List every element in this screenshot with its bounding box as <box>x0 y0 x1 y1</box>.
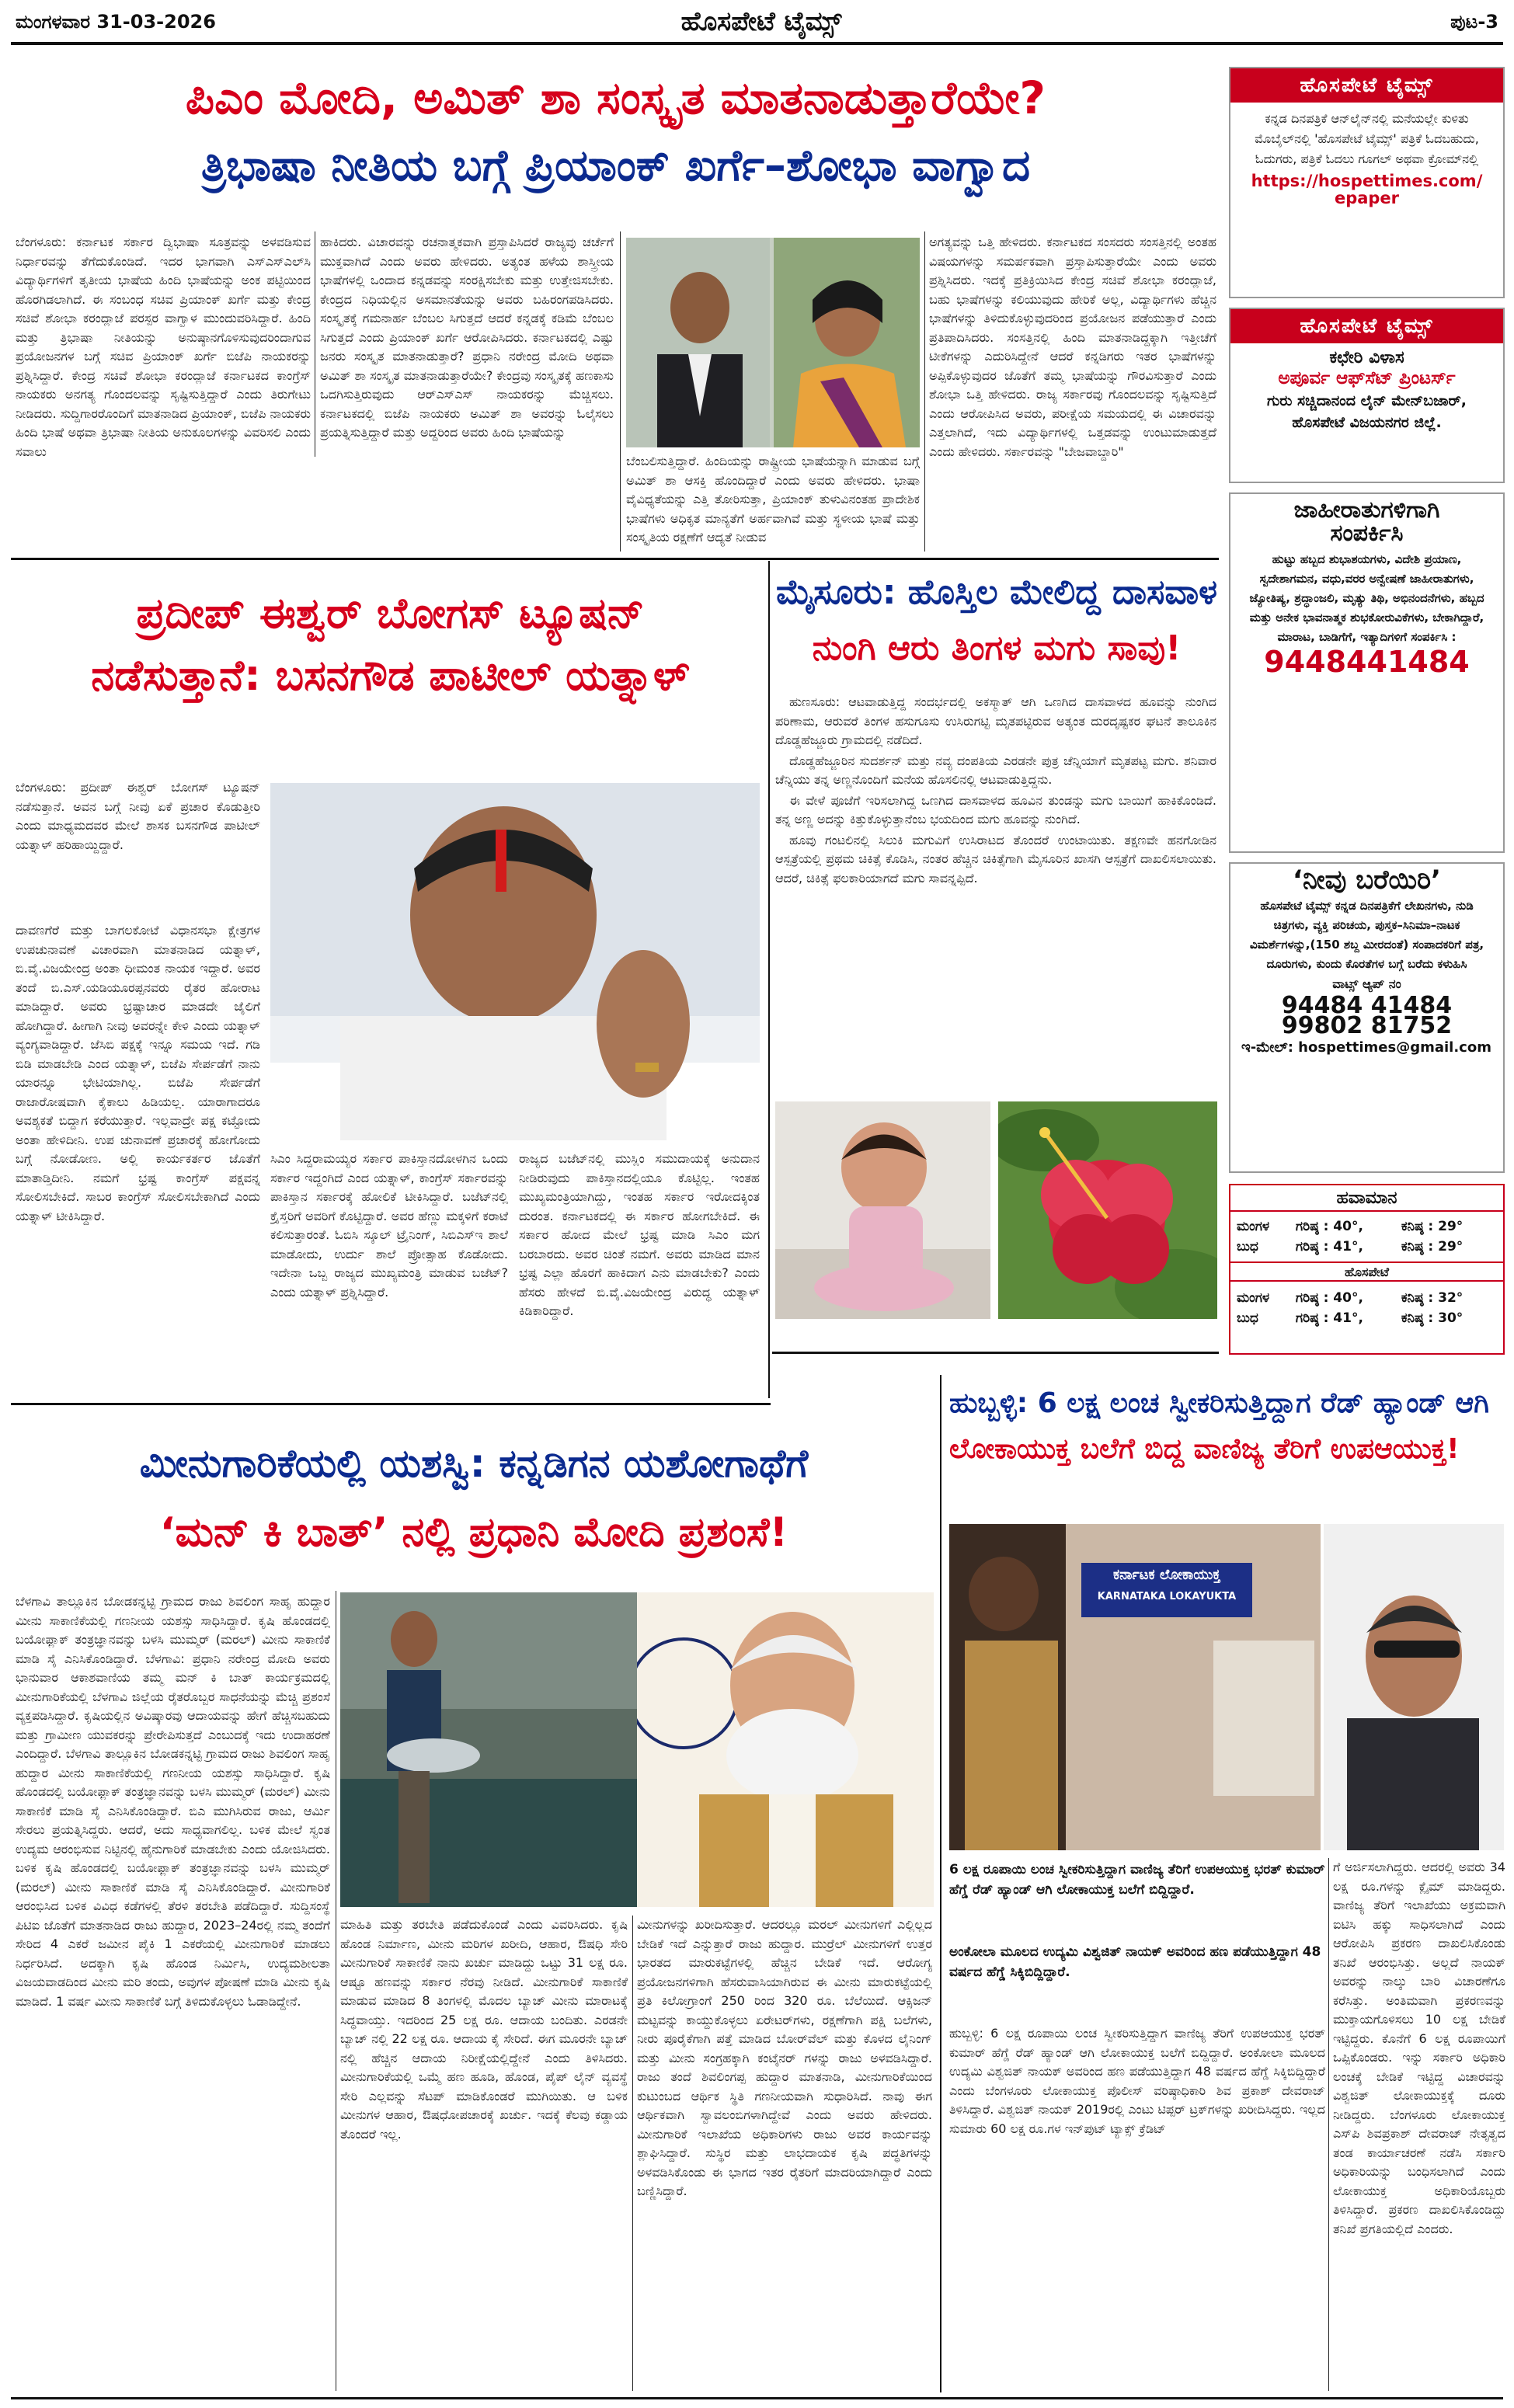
story2-side-rule <box>768 561 770 1398</box>
sidebar-ads-phone: 9448441484 <box>1264 645 1470 679</box>
story2-subheadline: ನಡೆಸುತ್ತಾನೆ: ಬಸನಗೌಡ ಪಾಟೀಲ್ ಯತ್ನಾಳ್ <box>91 651 690 700</box>
story4-col1: ಬೆಳಗಾವಿ ತಾಲ್ಲೂಕಿನ ಬೋಡಕನ್ನಟ್ಟಿ ಗ್ರಾಮದ ರಾಜು ಶಿವಲಿಂಗ ಸಾಹೃ ಹುದ್ದಾರ ಮೀನು ಸಾಕಾಣಿಕೆಯಲ್ಲಿ ಗಣನೀಯ ಯಶಸ್ಸು ಸಾಧಿಸಿದ್ದಾರೆ. ಕೃಷಿ ಹೊಂಡದಲ್ಲಿ ಬಯೋಫ್ಲಾಕ್ ತಂತ್ರಜ್ಞಾನವನ್ನು ಬಳಸಿ ಮುಮ್ಮರ್ (ಮರಲ್) ಮೀನು ಸಾಕಾಣಿಕೆ ಮಾಡಿ ಸೈ ಎನಿಸಿಕೊಂಡಿದ್ದಾರೆ. ಬೆಳಗಾವಿ: ಪ್ರಧಾನಿ ನರೇಂದ್ರ ಮೋದಿ ಅವರು ಭಾನುವಾರ ಆಕಾಶವಾಣಿಯ ತಮ್ಮ ಮನ್ ಕಿ ಬಾತ್ ಕಾರ್ಯಕ್ರಮದಲ್ಲಿ ಮೀನುಗಾರಿಕೆಯಲ್ಲಿ ಬೆಳಗಾವಿ ಜಿಲ್ಲೆಯ ರೈತರೊಬ್ಬರ ಸಾಧನೆಯನ್ನು ಮೆಚ್ಚಿ ಪ್ರಶಂಸೆ ವ್ಯಕ್ತಪಡಿಸಿದ್ದಾರೆ. ಕೃಷಿಯಲ್ಲಿನ ಅವಿಷ್ಕಾರವು ಆದಾಯವನ್ನು ಹೇಗೆ ಹೆಚ್ಚಿಸಬಹುದು ಮತ್ತು ಗ್ರಾಮೀಣ ಯುವಕರನ್ನು ಪ್ರೇರೇಪಿಸುತ್ತದೆ ಎಂಬುದಕ್ಕೆ ಇದು ಉದಾಹರಣೆ ಎಂದಿದ್ದಾರೆ. ಬೆಳಗಾವಿ ತಾಲ್ಲೂಕಿನ ಬೋಡಕನ್ನಟ್ಟಿ ಗ್ರಾಮದ ರಾಜು ಶಿವಲಿಂಗ ಸಾಹೃ ಹುದ್ದಾರ ಮೀನು ಸಾಕಾಣಿಕೆಯಲ್ಲಿ ಗಣನೀಯ ಯಶಸ್ಸು ಸಾಧಿಸಿದ್ದಾರೆ. ಕೃಷಿ ಹೊಂಡದಲ್ಲಿ ಬಯೋಫ್ಲಾಕ್ ತಂತ್ರಜ್ಞಾನವನ್ನು ಬಳಸಿ ಮುಮ್ಮರ್ (ಮರಲ್) ಮೀನು ಸಾಕಾಣಿಕೆ ಮಾಡಿ ಸೈ ಎನಿಸಿಕೊಂಡಿದ್ದಾರೆ. ಬಿಎ ಮುಗಿಸಿರುವ ರಾಜು, ಆರ್ಮಿ ಸೇರಲು ಪ್ರಯತ್ನಿಸಿದ್ದರು. ಆದರೆ, ಅದು ಸಾಧ್ಯವಾಗಲಿಲ್ಲ. ಬಳಿಕ ಮೇಲೆ ಸ್ವಂತ ಉದ್ಯಮ ಆರಂಭಿಸುವ ನಿಟ್ಟಿನಲ್ಲಿ ಹೈನುಗಾರಿಕೆ ಮಾಡಬೇಕು ಎಂದು ಯೋಜಿಸಿದರು. ಬಳಿಕ ಕೃಷಿ ಹೊಂಡದಲ್ಲಿ ಬಯೋಫ್ಲಾಕ್ ತಂತ್ರಜ್ಞಾನವನ್ನು ಬಳಸಿ ಮುಮ್ಮರ್ (ಮರಲ್) ಮೀನು ಸಾಕಾಣಿಕೆ ಮಾಡಿ ಸೈ ಎನಿಸಿಕೊಂಡಿದ್ದಾರೆ. ಮೀನುಗಾರಿಕೆ ಆರಂಭಿಸಿದ ಬಳಿಕ ವಿವಿಧ ಕಡೆಗಳಲ್ಲಿ ತೆರಳಿ ತರಬೇತಿ ಪಡೆದಿದ್ದಾರೆ. ಸುದ್ದಿಸಂಸ್ಥೆ ಪಿಟಿಐ ಜೊತೆಗೆ ಮಾತನಾಡಿದ ರಾಜು ಹುದ್ದಾರ, 2023–24ರಲ್ಲಿ ನಮ್ಮ ತಂದೆಗೆ ಸೇರಿದ 4 ಎಕರೆ ಜಮೀನ ಪೈಕಿ 1 ಎಕರೆಯಲ್ಲಿ ಮೀನುಗಾರಿಕೆ ಮಾಡಲು ನಿರ್ಧರಿಸಿದೆ. ಅದಕ್ಕಾಗಿ ಕೃಷಿ ಹೊಂಡ ನಿರ್ಮಿಸಿ, ಉದ್ಯಮಶೀಲತಾ ವಿಜಯವಾಡದಿಂದ ಮೀನು ಮರಿ ತಂದು, ಅವುಗಳ ಪೋಷಣೆ ಮಾಡಿ ಮೀನು ಕೃಷಿ ಮಾಡಿದೆ. 1 ವರ್ಷ ಮೀನು ಸಾಕಾಣಿಕೆ ಬಗ್ಗೆ ತಿಳಿದುಕೊಳ್ಳಲು ಓಡಾಡಿದ್ದೇನೆ. <box>16 1594 330 2009</box>
story5-subheadline: ಲೋಕಾಯುಕ್ತ ಬಲೆಗೆ ಬಿದ್ದ ವಾಣಿಜ್ಯ ತೆರಿಗೆ ಉಪಆಯುಕ್ತ! <box>949 1433 1460 1465</box>
sidebar-office-box <box>1229 308 1505 483</box>
page-bottom-rule <box>11 2397 1503 2399</box>
story4-side-rule <box>940 1375 941 2392</box>
story1-col4: ಅಗತ್ಯವನ್ನು ಒತ್ತಿ ಹೇಳಿದರು. ಕರ್ನಾಟಕದ ಸಂಸದರು ಸಂಸತ್ತಿನಲ್ಲಿ ಅಂತಹ ವಿಷಯಗಳನ್ನು ಸಮರ್ಪಕವಾಗಿ ಪ್ರಸ್ತಾಪಿಸುತ್ತಾರೆಯೇ ಎಂದು ಅವರು ಪ್ರಶ್ನಿಸಿದರು. ಇದಕ್ಕೆ ಪ್ರತಿಕ್ರಿಯಿಸಿದ ಕೇಂದ್ರ ಸಚಿವೆ ಶೋಭಾ ಕರಂದ್ಲಾಜೆ, ಬಹು ಭಾಷೆಗಳನ್ನು ಕಲಿಯುವುದು ಹೇರಿಕೆ ಅಲ್ಲ, ವಿದ್ಯಾರ್ಥಿಗಳು ಹೆಚ್ಚಿನ ಭಾಷೆಗಳನ್ನು ತಿಳಿದುಕೊಳ್ಳುವುದರಿಂದ ಪ್ರಯೋಜನ ಪಡೆಯುತ್ತಾರೆ ಎಂದು ಪ್ರತಿಪಾದಿಸಿದರು. ಸಂಸತ್ತಿನಲ್ಲಿ ಹಿಂದಿ ಮಾತನಾಡಿದ್ದಕ್ಕಾಗಿ ಇತ್ತೀಚೆಗೆ ಟೀಕೆಗಳನ್ನು ಎದುರಿಸಿದ್ದೇನೆ ಆದರೆ ಕನ್ನಡಿಗರು ಇತರ ಭಾಷೆಗಳನ್ನು ಅಪ್ಪಿಕೊಳ್ಳುವುದರ ಜೊತೆಗೆ ತಮ್ಮ ಭಾಷೆಯನ್ನು ಗೌರವಿಸುತ್ತಾರೆ ಎಂದು ಶೋಭಾ ಒತ್ತಿ ಹೇಳಿದರು. ರಾಜ್ಯ ಸರ್ಕಾರವು ಗೊಂದಲವನ್ನು ಸೃಷ್ಟಿಸುತ್ತಿದೆ ಎಂದು ಆರೋಪಿಸಿದ ಅವರು, ಪರೀಕ್ಷೆಯ ಸಮಯದಲ್ಲಿ ಈ ವಿಚಾರವನ್ನು ಎತ್ತಲಾಗಿದೆ, ಇದು ವಿದ್ಯಾರ್ಥಿಗಳಲ್ಲಿ ಒತ್ತಡವನ್ನು ಉಂಟುಮಾಡುತ್ತದೆ ಎಂದು ಹೇಳಿದರು. ಸರ್ಕಾರವನ್ನು "ಬೇಜವಾಬ್ದಾರಿ" <box>929 235 1216 459</box>
sidebar-weather-city: ಹೊಸಪೇಟೆ <box>1230 1261 1503 1282</box>
weather-row-2 <box>1230 1237 1503 1257</box>
story4-photo-farmer <box>340 1592 637 1907</box>
weather-row-4-day: ಬುಧ <box>1237 1310 1258 1326</box>
header-rule <box>11 42 1503 45</box>
story2-headline: ಪ್ರದೀಪ್ ಈಶ್ವರ್ ಬೋಗಸ್ ಟ್ಯೂಷನ್ <box>136 589 645 638</box>
story1-subheadline: ತ್ರಿಭಾಷಾ ನೀತಿಯ ಬಗ್ಗೆ ಪ್ರಿಯಾಂಕ್ ಖರ್ಗೆ–ಶೋಭಾ ವಾಗ್ವಾದ <box>200 141 1031 191</box>
sidebar-address: ಗುರು ಸಚ್ಚಿದಾನಂದ ಲೈನ್ ಮೇನ್‌ಬಜಾರ್, ಹೊಸಪೇಟೆ ವಿಜಯನಗರ ಜಿಲ್ಲೆ. <box>1266 392 1467 431</box>
sidebar-ads-contact: ಸಂಪರ್ಕಿಸಿ <box>1330 520 1404 547</box>
story4-headline: ಮೀನುಗಾರಿಕೆಯಲ್ಲಿ ಯಶಸ್ವಿ: ಕನ್ನಡಿಗನ ಯಶೋಗಾಥೆಗೆ <box>139 1441 809 1486</box>
sidebar-ads-list: ಹುಟ್ಟು ಹಬ್ಬದ ಶುಭಾಶಯಗಳು, ವಿದೇಶಿ ಪ್ರಯಾಣ, ಸ್ವದೇಶಾಗಮನ, ವಧು,ವರರ ಅನ್ವೇಷಣೆ ಜಾಹೀರಾತುಗಳು, ಜ್ಯೋತಿಷ್ಯ, ಶ್ರದ್ಧಾಂಜಲಿ, ಮೃತ್ಯು ತಿಥಿ, ಅಭಿನಂದನೆಗಳು, ಹಬ್ಬದ ಮತ್ತು ಅನೇಕ ಭಾವನಾತ್ಮಕ ಶುಭಕೋರುವಿಕೆಗಳು, ಬೇಕಾಗಿದ್ದಾರೆ, ಮಾರಾಟ, ಬಾಡಿಗೆಗೆ, ಇತ್ಯಾದಿಗಳಿಗೆ ಸಂಪರ್ಕಿಸಿ : <box>1249 552 1484 644</box>
story1-photo-image <box>626 238 920 447</box>
story3-para-2: ದೊಡ್ಡಹೆಜ್ಜೂರಿನ ಸುದರ್ಶನ್ ಮತ್ತು ನವ್ಯ ದಂಪತಿಯ ಎರಡನೇ ಪುತ್ರ ಚೆನ್ನಿಯಾಗೆ ಮೃತಪಟ್ಟ ಮಗು. ಶನಿವಾರ ಚೆನ್ನಿಯು ತನ್ನ ಅಣ್ಣನೊಂದಿಗೆ ಮನೆಯ ಹೊಸಲಿನಲ್ಲಿ ಆಟವಾಡುತ್ತಿದ್ದನು. <box>775 753 1216 787</box>
weather-row-2-min: ಕನಿಷ್ಠ : 29° <box>1401 1239 1464 1254</box>
story4-col3: ಮೀನುಗಳನ್ನು ಖರೀದಿಸುತ್ತಾರೆ. ಆದರಲ್ಲೂ ಮರಲ್ ಮೀನುಗಳಿಗೆ ಎಲ್ಲಿಲ್ಲದ ಬೇಡಿಕೆ ಇದೆ ಎನ್ನುತ್ತಾರೆ ರಾಜು ಹುದ್ದಾರ. ಮುರ್ರೆಲ್ ಮೀನುಗಳಿಗೆ ಉತ್ತರ ಭಾರತದ ಮಾರುಕಟ್ಟೆಗಳಲ್ಲಿ ಹೆಚ್ಚಿನ ಬೇಡಿಕೆ ಇದೆ. ಆರೋಗ್ಯ ಪ್ರಯೋಜನಗಳಿಗಾಗಿ ಹೆಸರುವಾಸಿಯಾಗಿರುವ ಈ ಮೀನು ಮಾರುಕಟ್ಟೆಯಲ್ಲಿ ಪ್ರತಿ ಕಿಲೋಗ್ರಾಂಗೆ 250 ರಿಂದ 320 ರೂ. ಬೆಲೆಯಿದೆ. ಆಕ್ಸಿಜನ್ ಮಟ್ಟವನ್ನು ಕಾಯ್ದುಕೊಳ್ಳಲು ಏರೇಟರ್‌ಗಳು, ರಕ್ಷಣೆಗಾಗಿ ಪಕ್ಷಿ ಬಲೆಗಳು, ನೀರು ಪೂರೈಕೆಗಾಗಿ ಪತ್ತೆ ಮಾಡಿದ ಬೋರ್‌ವೆಲ್ ಮತ್ತು ಕೊಳದ ಲೈನಿಂಗ್ ಮತ್ತು ಮೀನು ಸಂಗ್ರಹಕ್ಕಾಗಿ ಕಂಟೈನರ್ ಗಳನ್ನು ರಾಜು ಅಳವಡಿಸಿದ್ದಾರೆ. ರಾಜು ತಂದೆ ಶಿವಲಿಂಗಪ್ಪ ಹುದ್ದಾರ ಮಾತನಾಡಿ, ಮೀನುಗಾರಿಕೆಯಿಂದ ಕುಟುಂಬದ ಆರ್ಥಿಕ ಸ್ಥಿತಿ ಗಣನೀಯವಾಗಿ ಸುಧಾರಿಸಿದೆ. ನಾವು ಈಗ ಆರ್ಥಿಕವಾಗಿ ಸ್ವಾವಲಂಬಿಗಳಾಗಿದ್ದೇವೆ ಎಂದು ಅವರು ಹೇಳಿದರು. ಮೀನುಗಾರಿಕೆ ಇಲಾಖೆಯ ಅಧಿಕಾರಿಗಳು ರಾಜು ಅವರ ಕಾರ್ಯವನ್ನು ಶ್ಲಾಘಿಸಿದ್ದಾರೆ. ಸುಸ್ಥಿರ ಮತ್ತು ಲಾಭದಾಯಕ ಕೃಷಿ ಪದ್ಧತಿಗಳನ್ನು ಅಳವಡಿಸಿಕೊಂಡು ಈ ಭಾಗದ ಇತರ ರೈತರಿಗೆ ಮಾದರಿಯಾಗಿದ್ದಾರೆ ಎಂದು ಬಣ್ಣಿಸಿದ್ದಾರೆ. <box>637 1917 932 2198</box>
sidebar-epaper-text: ಕನ್ನಡ ದಿನಪತ್ರಿಕೆ ಆನ್‌ಲೈನ್‌ನಲ್ಲಿ ಮನೆಯಲ್ಲೇ ಕುಳಿತು ಮೊಬೈಲ್‌ನಲ್ಲಿ 'ಹೊಸಪೇಟೆ ಟೈಮ್ಸ್' ಪತ್ರಿಕೆ ಓದಬಹುದು, ಓದುಗರು, ಪತ್ರಿಕೆ ಓದಲು ಗೂಗಲ್ ಅಥವಾ ಕ್ರೋಮ್‌ನಲ್ಲಿ <box>1255 111 1479 166</box>
weather-row-3-max: ಗರಿಷ್ಠ : 40°, <box>1295 1290 1363 1306</box>
header-masthead: ಹೊಸಪೇಟೆ ಟೈಮ್ಸ್ <box>680 6 842 37</box>
story1-col-rule-2 <box>620 231 621 552</box>
story1-headline: ಪಿಎಂ ಮೋದಿ, ಅಮಿತ್ ಶಾ ಸಂಸ್ಕೃತ ಮಾತನಾಡುತ್ತಾರೆಯೇ? <box>185 71 1046 124</box>
story5-photo-officer <box>1324 1524 1504 1850</box>
weather-row-1 <box>1230 1216 1503 1237</box>
story3-photo-flower <box>998 1101 1217 1319</box>
story3-photo-child <box>775 1101 990 1319</box>
header-page-number: ಪುಟ-3 <box>1450 11 1498 33</box>
story1-col3: ಬೆಂಬಲಿಸುತ್ತಿದ್ದಾರೆ. ಹಿಂದಿಯನ್ನು ರಾಷ್ಟ್ರೀಯ ಭಾಷೆಯನ್ನಾಗಿ ಮಾಡುವ ಬಗ್ಗೆ ಅಮಿತ್ ಶಾ ಆಸಕ್ತಿ ಹೊಂದಿದ್ದಾರೆ ಎಂದು ಅವರು ಹೇಳಿದರು. ಭಾಷಾ ವೈವಿಧ್ಯತೆಯನ್ನು ಎತ್ತಿ ತೋರಿಸುತ್ತಾ, ಪ್ರಿಯಾಂಕ್ ತುಳುವಿನಂತಹ ಪ್ರಾದೇಶಿಕ ಭಾಷೆಗಳು ಅಧಿಕೃತ ಮಾನ್ಯತೆಗೆ ಅರ್ಹವಾಗಿವೆ ಮತ್ತು ಸ್ಥಳೀಯ ಭಾಷೆ ಮತ್ತು ಸಂಸ್ಕೃತಿಯ ರಕ್ಷಣೆಗೆ ಆದ್ಯತೆ ನೀಡುವ <box>626 454 920 545</box>
header-date: ಮಂಗಳವಾರ 31-03-2026 <box>16 11 216 33</box>
story2-photo <box>270 783 760 1140</box>
story5-col-rule <box>1328 1858 1329 2391</box>
story5-caption: 6 ಲಕ್ಷ ರೂಪಾಯಿ ಲಂಚ ಸ್ವೀಕರಿಸುತ್ತಿದ್ದಾಗ ವಾಣಿಜ್ಯ ತೆರಿಗೆ ಉಪಆಯುಕ್ತ ಭರತ್ ಕುಮಾರ್ ಹೆಗ್ಡೆ ರೆಡ್ ಹ್ಯಾಂಡ್ ಆಗಿ ಲೋಕಾಯುಕ್ತ ಬಲೆಗೆ ಬಿದ್ದಿದ್ದಾರೆ. <box>949 1862 1325 1898</box>
weather-row-4-min: ಕನಿಷ್ಠ : 30° <box>1401 1310 1464 1326</box>
story2-col2: ಸಿಎಂ ಸಿದ್ದರಾಮಯ್ಯರ ಸರ್ಕಾರ ಪಾಕಿಸ್ತಾನದೋಳಗಿನ ಒಂದು ಸರ್ಕಾರ ಇದ್ದಂಗಿದೆ ಎಂದ ಯತ್ನಾಳ್, ಕಾಂಗ್ರೆಸ್ ಸರ್ಕಾರವನ್ನು ಪಾಕಿಸ್ತಾನ ಸರ್ಕಾರಕ್ಕೆ ಹೋಲಿಕೆ ಟೀಕಿಸಿದ್ದಾರೆ. ಬಜೆಟ್‌ನಲ್ಲಿ ಕ್ರೈಸ್ತರಿಗೆ ಅವರಿಗೆ ಕೊಟ್ಟಿದ್ದಾರೆ. ಅವರ ಹೆಣ್ಣು ಮಕ್ಕಳಿಗೆ ಕರಾಟೆ ಕಲಿಸುತ್ತಾರಂತೆ. ಓಬಿಸಿ ಸ್ಕೂಲ್ ಟ್ರೈನಿಂಗ್, ಸಿಬಿಎಸ್ಇ ಶಾಲೆ ಮಾಡೋದು, ಉರ್ದು ಶಾಲೆ ಪ್ರೋತ್ಸಾಹ ಕೊಡೋದು. ಇದೇನಾ ಒಬ್ಬ ರಾಜ್ಯದ ಮುಖ್ಯಮಂತ್ರಿ ಮಾಡುವ ಬಜೆಟ್? ಎಂದು ಯತ್ನಾಳ್ ಪ್ರಶ್ನಿಸಿದ್ದಾರೆ. <box>270 1151 508 1300</box>
story2-col3: ರಾಜ್ಯದ ಬಜೆಟ್‌ನಲ್ಲಿ ಮುಸ್ಲಿಂ ಸಮುದಾಯಕ್ಕೆ ಅನುದಾನ ನೀಡಿರುವುದು ಪಾಕಿಸ್ತಾನದಲ್ಲಿಯೂ ಕೊಟ್ಟಿಲ್ಲ. ಇಂತಹ ಮುಖ್ಯಮಂತ್ರಿಯಾಗಿದ್ದು, ಇಂತಹ ಸರ್ಕಾರ ಇರೋದಕ್ಕಿಂತ ದುರಂತ. ಕರ್ನಾಟಕದಲ್ಲಿ ಈ ಸರ್ಕಾರ ಹೋಗಬೇಕಿದೆ. ಈ ಸರ್ಕಾರ ಹೋದ ಮೇಲೆ ಭ್ರಷ್ಟ ಮಾಡಿ ಸಿಎಂ ಮಗ ಬರಬಾರದು. ಅವರ ಚಿಂತೆ ನಮಗೆ. ಅವರು ಮಾಡಿದ ಮಾನ ಭ್ರಷ್ಟ ಎಲ್ಲಾ ಹೊರಗೆ ಹಾಕಿದಾಗ ಎನು ಮಾಡಬೇಕು? ಎಂದು ಹೆಸರು ಹೇಳದೆ ಬಿ.ವೈ.ವಿಜಯೇಂದ್ರ ವಿರುದ್ಧ ಯತ್ನಾಳ್ ಕಿಡಿಕಾರಿದ್ದಾರೆ. <box>519 1151 760 1318</box>
story1-col1: ಬೆಂಗಳೂರು: ಕರ್ನಾಟಕ ಸರ್ಕಾರ ದ್ವಿಭಾಷಾ ಸೂತ್ರವನ್ನು ಅಳವಡಿಸುವ ನಿರ್ಧಾರವನ್ನು ತೆಗೆದುಕೊಂಡಿದೆ. ಇದರ ಭಾಗವಾಗಿ ಎಸ್‌ಎಸ್‌ಎಲ್‌ಸಿ ವಿದ್ಯಾರ್ಥಿಗಳಿಗೆ ತೃತೀಯ ಭಾಷೆಯ ಹಿಂದಿ ಭಾಷೆಯನ್ನು ಅಂಕ ಪಟ್ಟಿಯಿಂದ ಹೊರಗಿಡಲಾಗಿದೆ. ಈ ಸಂಬಂಧ ಸಚಿವ ಪ್ರಿಯಾಂಕ್ ಖರ್ಗೆ ಮತ್ತು ಕೇಂದ್ರ ಸಚಿವೆ ಶೋಭಾ ಕರಂದ್ಲಾಜೆ ಪರಸ್ಪರ ವಾಗ್ವಾಳ ಮುಂದುವರಿಸಿದ್ದಾರೆ. ಹಿಂದಿ ಮತ್ತು ತ್ರಿಭಾಷಾ ನೀತಿಯನ್ನು ಅನುಷ್ಠಾನಗೊಳಿಸುವುದರಿಂದಾಗುವ ಪ್ರಯೋಜನಗಳ ಬಗ್ಗೆ ಸಚಿವ ಪ್ರಿಯಾಂಕ್ ಖರ್ಗೆ ಬಿಜೆಪಿ ನಾಯಕರನ್ನು ಪ್ರಶ್ನಿಸಿದ್ದಾರೆ. ಕೇಂದ್ರ ಸಚಿವೆ ಶೋಭಾ ಕರಂದ್ಲಾಜೆ ಕರ್ನಾಟಕದ ಕಾಂಗ್ರೆಸ್ ನಾಯಕರು ಅನಗತ್ಯ ಗೊಂದಲವನ್ನು ಸೃಷ್ಟಿಸುತ್ತಿದ್ದಾರೆ ಎಂದು ತಿರುಗೇಟು ನೀಡಿದರು. ಸುದ್ದಿಗಾರರೊಂದಿಗೆ ಮಾತನಾಡಿದ ಪ್ರಿಯಾಂಕ್, ಬಿಜೆಪಿ ನಾಯಕರು ಹಿಂದಿ ಭಾಷೆ ಅಥವಾ ತ್ರಿಭಾಷಾ ನೀತಿಯ ಅನುಕೂಲಗಳನ್ನು ವಿವರಿಸಲಿ ಎಂದು ಸವಾಲು <box>16 235 311 458</box>
story3-para-3: ಈ ವೇಳೆ ಪೂಜೆಗೆ ಇರಿಸಲಾಗಿದ್ದ ಒಣಗಿದ ದಾಸವಾಳದ ಹೂವಿನ ತುಂಡನ್ನು ಮಗು ಬಾಯಿಗೆ ಹಾಕಿಕೊಂಡಿದೆ. ತನ್ನ ಅಣ್ಣ ಅದನ್ನು ಕಿತ್ತುಕೊಳ್ಳುತ್ತಾನೆಂಬ ಭಯದಿಂದ ಮಗು ಹೂವನ್ನು ನುಂಗಿದೆ. <box>775 792 1216 826</box>
weather-row-2-max: ಗರಿಷ್ಠ : 41°, <box>1295 1239 1363 1254</box>
story5-subhead: ಅಂಕೋಲಾ ಮೂಲದ ಉದ್ಯಮಿ ವಿಶ್ವಜಿತ್ ನಾಯಕ್ ಅವರಿಂದ ಹಣ ಪಡೆಯುತ್ತಿದ್ದಾಗ 48 ವರ್ಷದ ಹೆಗ್ಡೆ ಸಿಕ್ಕಿಬಿದ್ದಿದ್ದಾರೆ. <box>949 1944 1321 1980</box>
story1-photo <box>626 238 920 447</box>
story1-col2: ಹಾಕಿದರು. ವಿಚಾರವನ್ನು ರಚನಾತ್ಮಕವಾಗಿ ಪ್ರಸ್ತಾಪಿಸಿದರೆ ರಾಜ್ಯವು ಚರ್ಚೆಗೆ ಮುಕ್ತವಾಗಿದೆ ಎಂದು ಅವರು ಹೇಳಿದರು. ಅತ್ಯಂತ ಹಳೆಯ ಶಾಸ್ತ್ರೀಯ ಭಾಷೆಗಳಲ್ಲಿ ಒಂದಾದ ಕನ್ನಡವನ್ನು ಸಂರಕ್ಷಿಸಬೇಕು ಮತ್ತು ಉತ್ತೇಜಿಸಬೇಕು. ಕೇಂದ್ರದ ನಿಧಿಯಲ್ಲಿನ ಅಸಮಾನತೆಯನ್ನು ಅವರು ಬಹಿರಂಗಪಡಿಸಿದರು. ಸಂಸ್ಕೃತಕ್ಕೆ ಗಮನಾರ್ಹ ಬೆಂಬಲ ಸಿಗುತ್ತದೆ ಆದರೆ ಕನ್ನಡಕ್ಕೆ ಕಡಿಮೆ ಬೆಂಬಲ ಸಿಗುತ್ತದೆ ಎಂದು ಪ್ರಿಯಾಂಕ್ ಖರ್ಗೆ ಆರೋಪಿಸಿದರು. ಕರ್ನಾಟಕದಲ್ಲಿ ಎಷ್ಟು ಜನರು ಸಂಸ್ಕೃತ ಮಾತನಾಡುತ್ತಾರೆ? ಪ್ರಧಾನಿ ನರೇಂದ್ರ ಮೋದಿ ಅಥವಾ ಅಮಿತ್ ಶಾ ಸಂಸ್ಕೃತ ಮಾತನಾಡುತ್ತಾರೆಯೇ? ಕೇಂದ್ರವು ಸಂಸ್ಕೃತಕ್ಕೆ ಹಣಕಾಸು ಒದಗಿಸುತ್ತಿರುವುದು ಆರ್‌ಎಸ್‌ಎಸ್ ನಾಯಕರನ್ನು ಮೆಚ್ಚಿಸಲು. ಕರ್ನಾಟಕದಲ್ಲಿ ಬಿಜೆಪಿ ನಾಯಕರು ಅಮಿತ್ ಶಾ ಅವರನ್ನು ಓಲೈಸಲು ಪ್ರಯತ್ನಿಸುತ್ತಿದ್ದಾರೆ ಮತ್ತು ಅದ್ದರಿಂದ ಅವರು ಹಿಂದಿ ಭಾಷೆಯನ್ನು <box>320 235 614 440</box>
sidebar-press-name: ಅಪೂರ್ವ ಆಫ್‌ಸೆಟ್ ಪ್ರಿಂಟರ್ಸ್ <box>1278 368 1456 388</box>
weather-row-3 <box>1230 1288 1503 1308</box>
weather-row-1-max: ಗರಿಷ್ಠ : 40°, <box>1295 1219 1363 1234</box>
weather-row-1-min: ಕನಿಷ್ಠ : 29° <box>1401 1219 1464 1234</box>
sidebar-ads-title: ಜಾಹೀರಾತುಗಳಿಗಾಗಿ <box>1293 496 1440 524</box>
story2-col1: ದಾವಣಗೆರೆ ಮತ್ತು ಬಾಗಲಕೋಟೆ ವಿಧಾನಸಭಾ ಕ್ಷೇತ್ರಗಳ ಉಪಚುನಾವಣೆ ವಿಚಾರವಾಗಿ ಮಾತನಾಡಿದ ಯತ್ನಾಳ್, ಬಿ.ವೈ.ವಿಜಯೇಂದ್ರ ಅಂತಾ ಧೀಮಂತ ನಾಯಕ ಇದ್ದಾರೆ. ಅವರ ತಂದೆ ಬಿ.ಎಸ್.ಯಡಿಯೂರಪ್ಪನವರು ರೈತರ ಹೋರಾಟ ಮಾಡಿದ್ದಾರೆ. ಅವರು ಭ್ರಷ್ಟಾಚಾರ ಮಾಡದೇ ಜೈಲಿಗೆ ಹೋಗಿದ್ದಾರೆ. ಹೀಗಾಗಿ ನೀವು ಅವರನ್ನೇ ಕೇಳಿ ಎಂದು ಯತ್ನಾಳ್ ವ್ಯಂಗ್ಯವಾಡಿದ್ದಾರೆ. ಜೆಸಿಬಿ ಪಕ್ಷಕ್ಕೆ ಇನ್ನೂ ಸಮಯ ಇದೆ. ಗಡಿ ಬಿಡಿ ಮಾಡಬೇಡಿ ಎಂದ ಯತ್ನಾಳ್, ಬಿಜೆಪಿ ಸೇರ್ಪಡೆಗೆ ನಾನು ಯಾರನ್ನೂ ಭೇಟಿಯಾಗಿಲ್ಲ. ಬಿಜೆಪಿ ಸೇರ್ಪಡೆಗೆ ರಾಜಾರೋಷವಾಗಿ ಕೈಕಾಲು ಹಿಡಿಯಲ್ಲ. ಯಾರಾಗಾದರೂ ಅವಶ್ಯಕತೆ ಬಿದ್ದಾಗ ಕರೆಯುತ್ತಾರೆ. ಇಲ್ಲವಾದ್ರೇ ಪಕ್ಷ ಕಟ್ಟೋದು ಅಂತಾ ಹೇಳಿದೀನಿ. ಉಪ ಚುನಾವಣೆ ಪ್ರಚಾರಕ್ಕೆ ಹೋಗೋದು ಬಗ್ಗೆ ನೋಡೋಣ. ಅಲ್ಲಿ ಕಾರ್ಯಕರ್ತರ ಜೊತೆಗೆ ಮಾತಾಡ್ತಿದೀನಿ. ನಮಗೆ ಭ್ರಷ್ಟ ಕಾಂಗ್ರೆಸ್ ಪಕ್ಷವನ್ನ ಸೋಲಿಸಬೇಕಿದೆ. ಸಾಬರ ಕಾಂಗ್ರೆಸ್ ಸೋಲಿಸಬೇಕಾಗಿದೆ ಎಂದು ಯತ್ನಾಳ್ ಟೀಕಿಸಿದ್ದಾರೆ. <box>16 923 260 1223</box>
story5-photo-officer-image <box>1324 1524 1504 1850</box>
sidebar-epaper-box <box>1229 67 1505 298</box>
story3-body <box>775 693 1216 1093</box>
story2-bottom-rule <box>11 1403 771 1405</box>
story1-col-rule-3 <box>924 231 925 552</box>
weather-row-4 <box>1230 1308 1503 1328</box>
weather-row-4-max: ಗರಿಷ್ಠ : 41°, <box>1295 1310 1363 1326</box>
story4-subheadline: ‘ಮನ್ ಕಿ ಬಾತ್’ ನಲ್ಲಿ ಪ್ರಧಾನಿ ಮೋದಿ ಪ್ರಶಂಸೆ! <box>159 1509 788 1556</box>
sidebar-write-box <box>1229 862 1505 1173</box>
story1-bottom-rule <box>11 558 1219 560</box>
story3-photo-flower-image <box>998 1101 1217 1319</box>
sidebar-write-text: ಹೊಸಪೇಟೆ ಟೈಮ್ಸ್ ಕನ್ನಡ ದಿನಪತ್ರಿಕೆಗೆ ಲೇಖನಗಳು, ನುಡಿ ಚಿತ್ರಗಳು, ವ್ಯಕ್ತಿ ಪರಿಚಯ, ಪುಸ್ತಕ–ಸಿನಿಮಾ–ನಾಟಕ ವಿಮರ್ಶೆಗಳನ್ನು,(150 ಶಬ್ದ ಮೀರದಂತೆ) ಸಂಪಾದಕರಿಗೆ ಪತ್ರ, ದೂರುಗಳು, ಕುಂದು ಕೊರತೆಗಳ ಬಗ್ಗೆ ಬರೆದು ಕಳುಹಿಸಿ <box>1249 899 1484 971</box>
sidebar-whatsapp-label: ವಾಟ್ಸ್ ಆ್ಯಪ್ ನಂ <box>1332 976 1401 991</box>
story3-para-1: ಹುಣಸೂರು: ಆಟವಾಡುತ್ತಿದ್ದ ಸಂದರ್ಭದಲ್ಲಿ ಅಕಸ್ಮಾತ್ ಆಗಿ ಒಣಗಿದ ದಾಸವಾಳದ ಹೂವನ್ನು ನುಂಗಿದ ಪರಿಣಾಮ, ಆರುವರೆ ತಿಂಗಳ ಹಸುಗೂಸು ಉಸಿರುಗಟ್ಟಿ ಮೃತಪಟ್ಟಿರುವ ಅತ್ಯಂತ ದುರದೃಷ್ಟಕರ ಘಟನೆ ತಾಲೂಕಿನ ದೊಡ್ಡಹೆಜ್ಜೂರು ಗ್ರಾಮದಲ್ಲಿ ನಡೆದಿದೆ. <box>775 694 1216 747</box>
story3-para-4: ಹೂವು ಗಂಟಲಿನಲ್ಲಿ ಸಿಲುಕಿ ಮಗುವಿಗೆ ಉಸಿರಾಟದ ತೊಂದರೆ ಉಂಟಾಯಿತು. ತಕ್ಷಣವೇ ಹನಗೋಡಿನ ಆಸ್ಪತ್ರೆಯಲ್ಲಿ ಪ್ರಥಮ ಚಿಕಿತ್ಸೆ ಕೊಡಿಸಿ, ನಂತರ ಹೆಚ್ಚಿನ ಚಿಕಿತ್ಸೆಗಾಗಿ ಮೈಸೂರಿನ ಖಾಸಗಿ ಆಸ್ಪತ್ರೆಗೆ ದಾಖಲಿಸಲಾಯಿತು. ಆದರೆ, ಚಿಕಿತ್ಸೆ ಫಲಕಾರಿಯಾಗದೆ ಮಗು ಸಾವನ್ನಪ್ಪಿದೆ. <box>775 832 1216 886</box>
sidebar-email-link[interactable]: hospettimes@gmail.com <box>1298 1039 1491 1056</box>
story4-photo-modi <box>637 1592 934 1907</box>
story4-photo-modi-image <box>637 1592 934 1907</box>
sidebar-url-link[interactable]: https://hospettimes.com/ <box>1251 172 1483 190</box>
sidebar-write-title: ‘ನೀವು ಬರೆಯಿರಿ’ <box>1293 865 1441 896</box>
story5-headline: ಹುಬ್ಬಳ್ಳಿ: 6 ಲಕ್ಷ ಲಂಚ ಸ್ವೀಕರಿಸುತ್ತಿದ್ದಾಗ ರೆಡ್ ಹ್ಯಾಂಡ್ ಆಗಿ <box>949 1387 1489 1419</box>
weather-row-1-day: ಮಂಗಳ <box>1237 1219 1270 1234</box>
sidebar-weather-box <box>1229 1184 1505 1355</box>
sidebar-ads-box <box>1229 492 1505 853</box>
sidebar-email-label: ಇ-ಮೇಲ್: <box>1241 1039 1293 1056</box>
story5-sign-kannada: ಕರ್ನಾಟಕ ಲೋಕಾಯುಕ್ತ <box>1112 1567 1221 1583</box>
sidebar-masthead-2: ಹೊಸಪೇಟೆ ಟೈಮ್ಸ್ <box>1230 309 1503 343</box>
story3-subheadline: ನುಂಗಿ ಆರು ತಿಂಗಳ ಮಗು ಸಾವು! <box>812 628 1182 668</box>
sidebar-masthead: ಹೊಸಪೇಟೆ ಟೈಮ್ಸ್ <box>1230 68 1503 103</box>
weather-row-2-day: ಬುಧ <box>1237 1239 1258 1254</box>
story4-col-rule-2 <box>632 1916 633 2391</box>
story2-lead: ಬೆಂಗಳೂರು: ಪ್ರದೀಪ್ ಈಶ್ವರ್ ಬೋಗಸ್ ಟ್ಯೂಷನ್ ನಡೆಸುತ್ತಾನೆ. ಅವನ ಬಗ್ಗೆ ನೀವು ಏಕೆ ಪ್ರಚಾರ ಕೊಡುತ್ತೀರಿ ಎಂದು ಮಾಧ್ಯಮದವರ ಮೇಲೆ ಶಾಸಕ ಬಸನಗೌಡ ಪಾಟೀಲ್ ಯತ್ನಾಳ್ ಹರಿಹಾಯ್ದಿದ್ದಾರೆ. <box>16 780 260 852</box>
story4-photo-farmer-image <box>340 1592 637 1907</box>
story5-photo-office <box>949 1524 1321 1850</box>
story3-headline: ಮೈಸೂರು: ಹೊಸ್ತಿಲ ಮೇಲಿದ್ದ ದಾಸವಾಳ <box>775 572 1218 612</box>
weather-row-3-day: ಮಂಗಳ <box>1237 1290 1270 1306</box>
story5-col1: ಹುಬ್ಬಳ್ಳಿ: 6 ಲಕ್ಷ ರೂಪಾಯಿ ಲಂಚ ಸ್ವೀಕರಿಸುತ್ತಿದ್ದಾಗ ವಾಣಿಜ್ಯ ತೆರಿಗೆ ಉಪಆಯುಕ್ತ ಭರತ್ ಕುಮಾರ್ ಹೆಗ್ಡೆ ರೆಡ್ ಹ್ಯಾಂಡ್ ಆಗಿ ಲೋಕಾಯುಕ್ತ ಬಲೆಗೆ ಬಿದ್ದಿದ್ದಾರೆ. ಅಂಕೋಲಾ ಮೂಲದ ಉದ್ಯಮಿ ವಿಶ್ವಜಿತ್ ನಾಯಕ್ ಅವರಿಂದ ಹಣ ಪಡೆಯುತ್ತಿದ್ದಾಗ 48 ವರ್ಷದ ಹೆಗ್ಡೆ ಸಿಕ್ಕಿಬಿದ್ದಿದ್ದಾರೆ ಎಂದು ಬೆಂಗಳೂರು ಲೋಕಾಯುಕ್ತ ಪೊಲೀಸ್ ವರಿಷ್ಠಾಧಿಕಾರಿ ಶಿವ ಪ್ರಕಾಶ್ ದೇವರಾಜ್ ತಿಳಿಸಿದ್ದಾರೆ. ವಿಶ್ವಜಿತ್ ನಾಯಕ್ 2019ರಲ್ಲಿ ಎಂಟು ಟಿಪ್ಪರ್ ಟ್ರಕ್‌ಗಳನ್ನು ಖರೀದಿಸಿದ್ದರು. ಇಲ್ಲದ ಸುಮಾರು 60 ಲಕ್ಷ ರೂ.ಗಳ ಇನ್‌ಪುಟ್ ಟ್ಯಾಕ್ಸ್ ಕ್ರೆಡಿಟ್ <box>949 2026 1325 2136</box>
sidebar-phone-2: 94484 41484 <box>1281 992 1453 1019</box>
story2-photo-image <box>270 783 760 1140</box>
weather-row-3-min: ಕನಿಷ್ಠ : 32° <box>1401 1290 1464 1306</box>
sidebar-weather-title: ಹವಾಮಾನ <box>1230 1185 1503 1212</box>
story3-bottom-rule <box>772 1352 1219 1354</box>
story3-photo-child-image <box>775 1101 990 1319</box>
story5-sign-english: KARNATAKA LOKAYUKTA <box>1097 1591 1237 1602</box>
sidebar-phone-3: 99802 81752 <box>1281 1012 1453 1039</box>
story4-col2: ಮಾಹಿತಿ ಮತ್ತು ತರಬೇತಿ ಪಡೆದುಕೊಂಡೆ ಎಂದು ವಿವರಿಸಿದರು. ಕೃಷಿ ಹೊಂಡ ನಿರ್ಮಾಣ, ಮೀನು ಮರಿಗಳ ಖರೀದಿ, ಆಹಾರ, ಔಷಧಿ ಸೇರಿ ಮೀನುಗಾರಿಕೆ ಸಾಕಾಣಿಕೆ ನಾನು ಖರ್ಚು ಮಾಡಿದ್ದು ಒಟ್ಟು 31 ಲಕ್ಷ ರೂ. ಆಷ್ಟೂ ಹಣವನ್ನು ಸರ್ಕಾರ ನೆರವು ನೀಡಿದೆ. ಮೀನುಗಾರಿಕೆ ಸಾಕಾಣಿಕೆ ಮಾಡುವ ಮಾಡಿದ 8 ತಿಂಗಳಲ್ಲಿ ಮೊದಲ ಬ್ಯಾಚ್ ಮೀನು ಮಾರಾಟಕ್ಕೆ ಸಿದ್ಧವಾಯ್ತು. ಇದರಿಂದ 25 ಲಕ್ಷ ರೂ. ಆದಾಯ ಬಂದಿತು. ಎರಡನೇ ಬ್ಯಾಚ್ ನಲ್ಲಿ 22 ಲಕ್ಷ ರೂ. ಆದಾಯ ಕೈ ಸೇರಿದೆ. ಈಗ ಮೂರನೇ ಬ್ಯಾಚ್ ನಲ್ಲಿ ಹೆಚ್ಚಿನ ಆದಾಯ ನಿರೀಕ್ಷೆಯಲ್ಲಿದ್ದೇನೆ ಎಂದು ತಿಳಿಸಿದರು. ಮೀನುಗಾರಿಕೆಯಲ್ಲಿ ಒಮ್ಮೆ ಹಣ ಹೂಡಿ, ಹೊಂಡ, ಪೈಪ್ ಲೈನ್ ವ್ಯವಸ್ಥೆ ಸೇರಿ ಎಲ್ಲವನ್ನು ಸೆಟಪ್ ಮಾಡಿಕೊಂಡರೆ ಮುಗಿಯಿತು. ಆ ಬಳಿಕ ಮೀನುಗಳ ಆಹಾರ, ಔಷಧೋಪಚಾರಕ್ಕೆ ಖರ್ಚು. ಇದಕ್ಕೆ ಕೆಲವು ಕಡ್ಡಾಯ ತೊಂದರೆ ಇಲ್ಲ. <box>340 1917 628 2142</box>
sidebar-office-label: ಕಛೇರಿ ವಿಳಾಸ <box>1329 348 1404 367</box>
story5-col2: ಗೆ ಅರ್ಜಿಸಲಾಗಿದ್ದರು. ಆದರಲ್ಲಿ ಅವರು 34 ಲಕ್ಷ ರೂ.ಗಳನ್ನು ಕ್ಲೈಮ್ ಮಾಡಿದ್ದರು. ವಾಣಿಜ್ಯ ತೆರಿಗೆ ಇಲಾಖೆಯು ಅಕ್ರಮವಾಗಿ ಐಟಿಸಿ ಹಕ್ಕು ಸಾಧಿಸಲಾಗಿದೆ ಎಂದು ಆರೋಪಿಸಿ ಪ್ರಕರಣ ದಾಖಲಿಸಿಕೊಂಡು ತನಿಖೆ ಆರಂಭಿಸಿತ್ತು. ಅಲ್ಲದೆ ನಾಯಕ್ ಅವರನ್ನು ನಾಲ್ಕು ಬಾರಿ ವಿಚಾರಣೆಗೂ ಕರೆಸಿತ್ತು. ಅಂತಿಮವಾಗಿ ಪ್ರಕರಣವನ್ನು ಮುಕ್ತಾಯಗೊಳಿಸಲು 10 ಲಕ್ಷ ಬೇಡಿಕೆ ಇಟ್ಟಿದ್ದರು. ಕೊನೆಗೆ 6 ಲಕ್ಷ ರೂಪಾಯಿಗೆ ಒಪ್ಪಿಕೊಂಡರು. ಇನ್ನು ಸರ್ಕಾರಿ ಅಧಿಕಾರಿ ಲಂಚಕ್ಕೆ ಬೇಡಿಕೆ ಇಟ್ಟಿದ್ದ ವಿಚಾರವನ್ನು ವಿಶ್ವಜಿತ್ ಲೋಕಾಯುಕ್ತಕ್ಕೆ ದೂರು ನೀಡಿದ್ದರು. ಬೆಂಗಳೂರು ಲೋಕಾಯುಕ್ತ ಎಸ್‌ಪಿ ಶಿವಪ್ರಕಾಶ್ ದೇವರಾಜ್ ನೇತೃತ್ವದ ತಂಡ ಕಾರ್ಯಾಚರಣೆ ನಡೆಸಿ ಸರ್ಕಾರಿ ಅಧಿಕಾರಿಯನ್ನು ಬಂಧಿಸಲಾಗಿದೆ ಎಂದು ಲೋಕಾಯುಕ್ತ ಅಧಿಕಾರಿಯೊಬ್ಬರು ತಿಳಿಸಿದ್ದಾರೆ. ಪ್ರಕರಣ ದಾಖಲಿಸಿಕೊಂಡಿದ್ದು ತನಿಖೆ ಪ್ರಗತಿಯಲ್ಲಿದೆ ಎಂದರು. <box>1333 1860 1505 2236</box>
sidebar-epaper-link[interactable]: epaper <box>1334 189 1400 207</box>
